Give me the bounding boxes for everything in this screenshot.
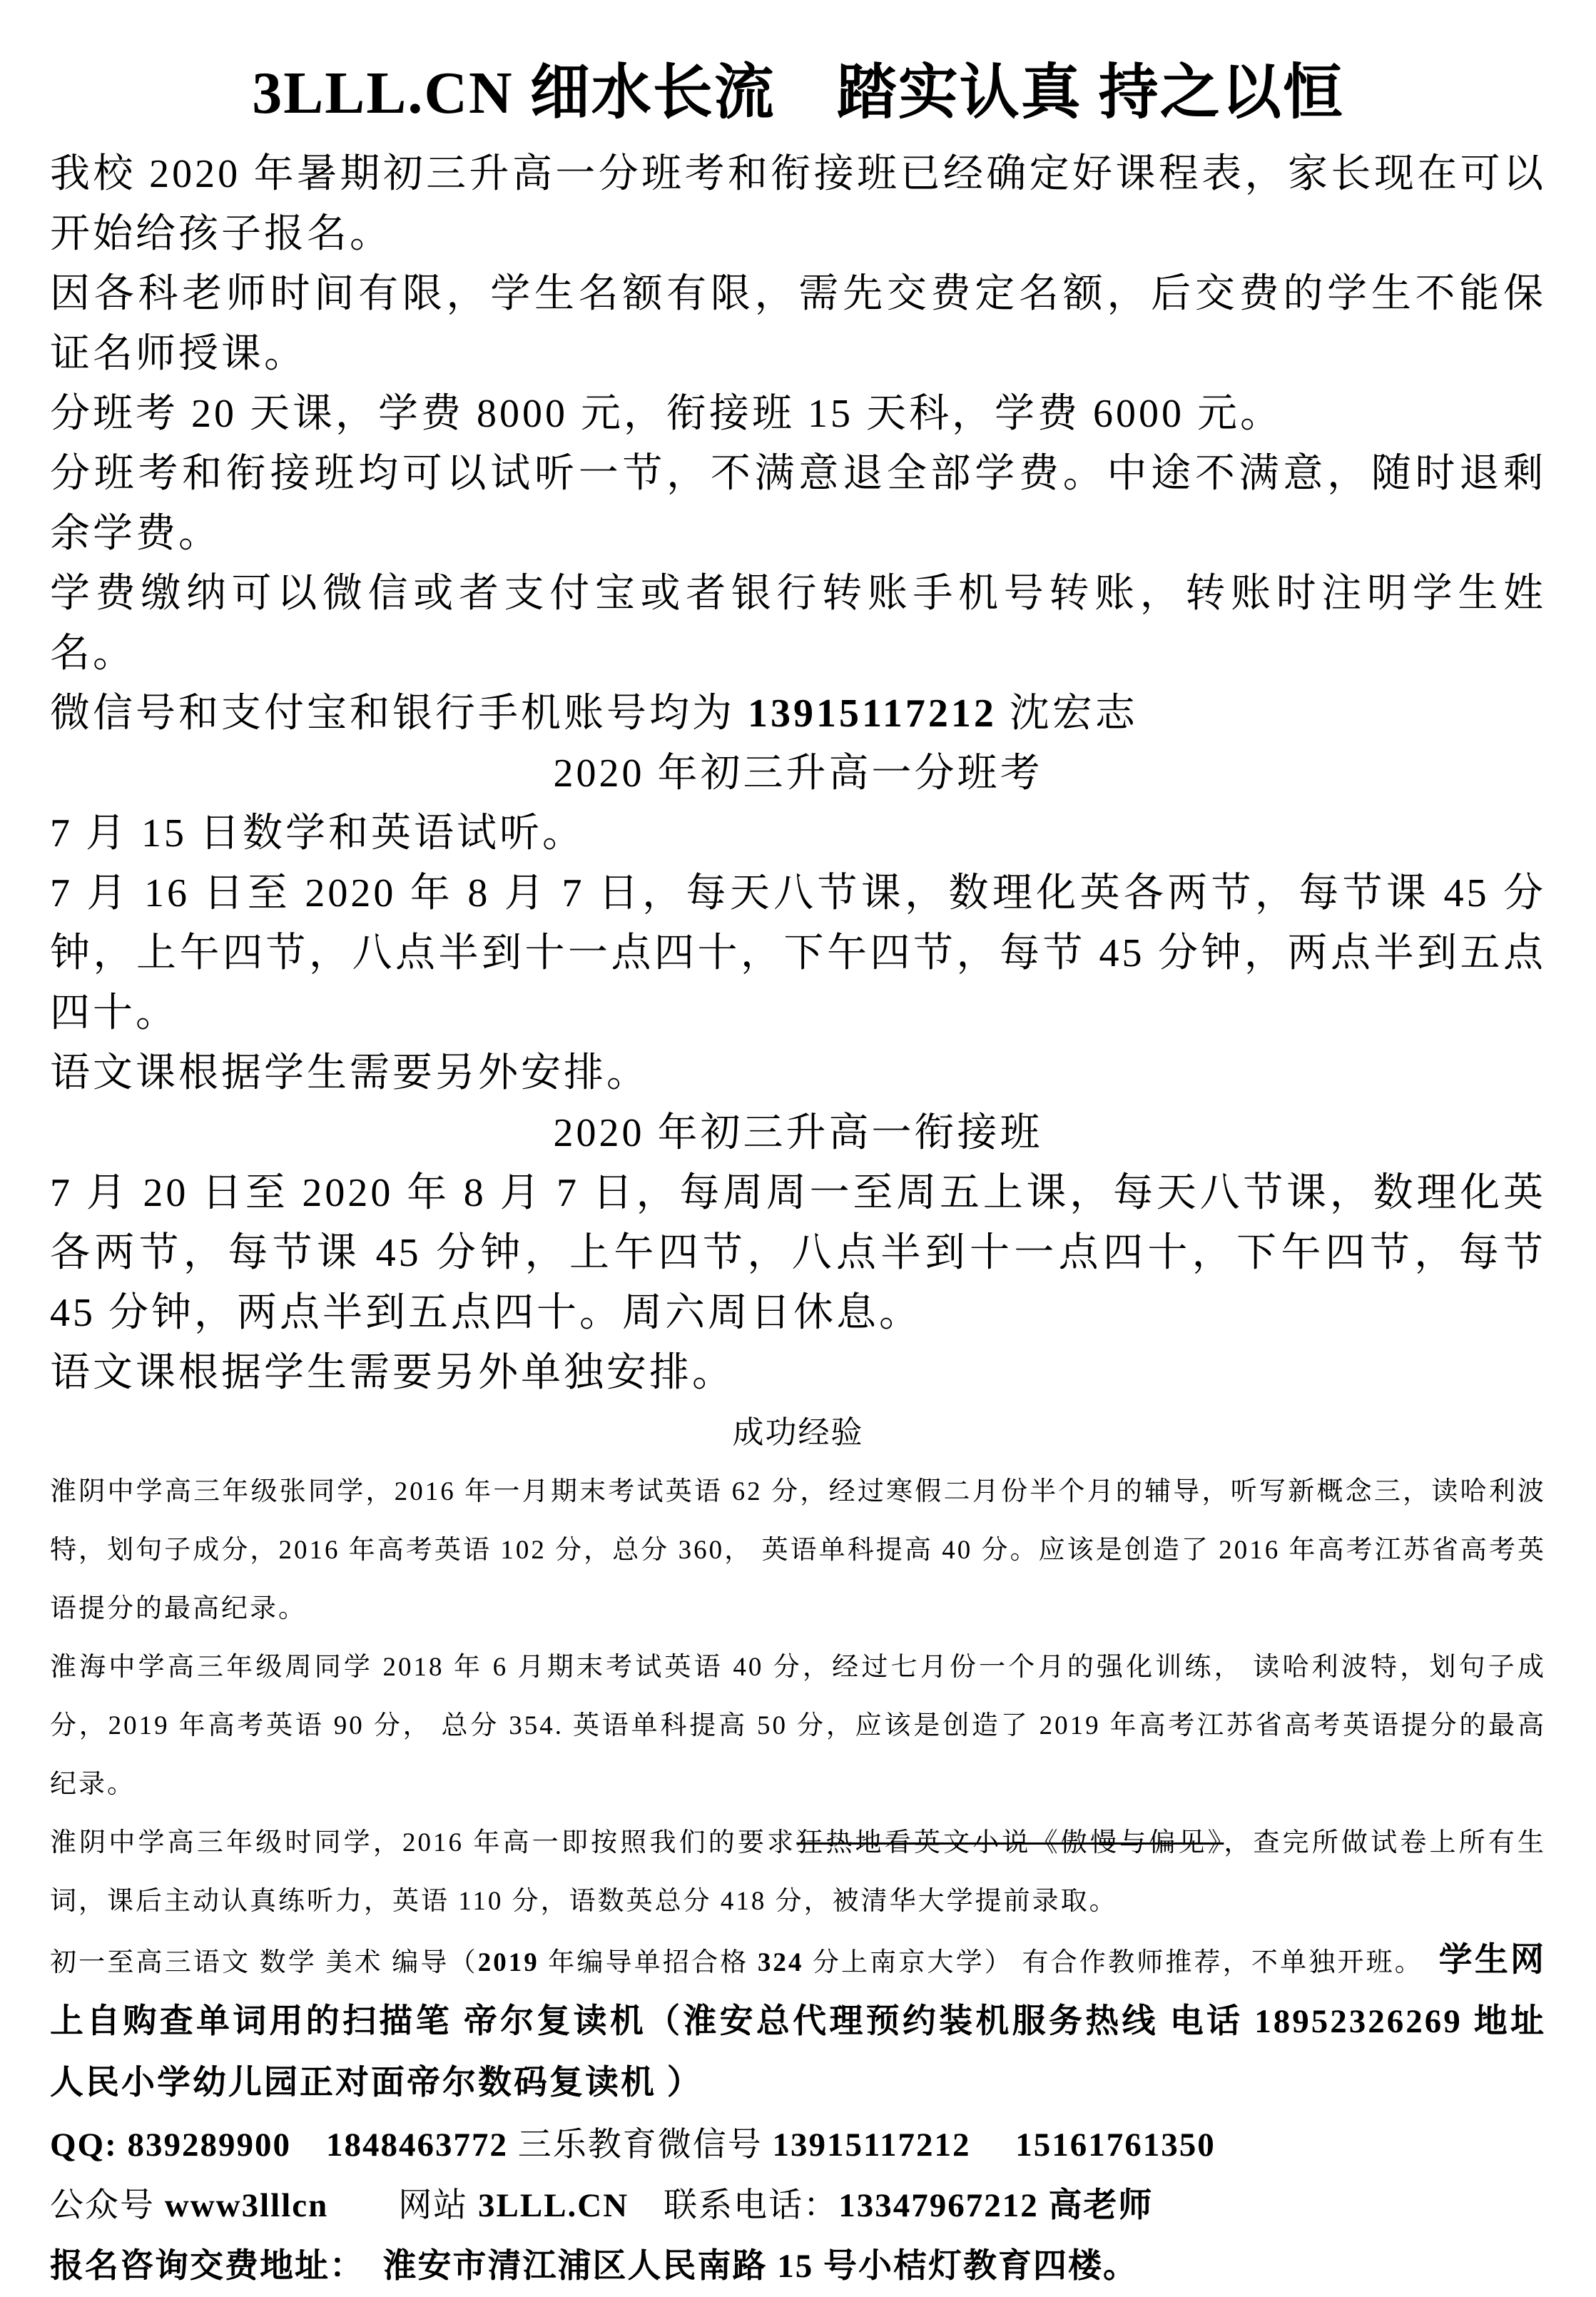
- placement-exam-chinese-note: 语文课根据学生需要另外安排。: [50, 1051, 649, 1095]
- text-segment: 13915117212: [748, 691, 997, 736]
- text-segment: 学生网上自购查单词用的扫描笔 帝尔复读机（淮安总代理预约装机服务热线 电话 18952326269 地址 人民小学幼儿园正对面帝尔数码复读机 ）: [50, 1942, 1547, 2101]
- bridge-class-heading: 2020 年初三升高一衔接班: [553, 1111, 1043, 1155]
- text-segment: 网站: [328, 2187, 478, 2224]
- page-title: 3LLL.CN 细水长流 踏实认真 持之以恒: [252, 60, 1344, 126]
- intro-paragraph-2: 因各科老师时间有限，学生名额有限，需先交费定名额，后交费的学生不能保证名师授课。: [50, 272, 1546, 376]
- intro-paragraph-5-payment: 学费缴纳可以微信或者支付宝或者银行转账手机号转账，转账时注明学生姓名。: [50, 572, 1546, 676]
- text-segment: 沈宏志: [996, 691, 1138, 736]
- text-segment: 三乐教育微信号: [517, 2126, 773, 2164]
- success-case-2: 淮海中学高三年级周同学 2018 年 6 月期末考试英语 40 分，经过七月份一个月的强化训练， 读哈利波特，划句子成分，2019 年高考英语 90 分， 总分 354. 英语单科提高 50 分，应该是创造了 2019 年高考江苏省高考英语提分的最高纪录。: [50, 1653, 1546, 1799]
- text-segment: 13347967212 高老师: [838, 2187, 1154, 2224]
- text-segment: 2019: [477, 1948, 539, 1977]
- text-segment: www3lllcn: [164, 2187, 329, 2224]
- text-segment: 公众号: [50, 2187, 165, 2224]
- text-segment: ，查完所做试卷上所有生词，课后主动认真练听力，英语 110 分，语数英总分 418 分，被清华大学提前录取。: [50, 1828, 1547, 1916]
- text-segment: QQ: 839289900 1848463772: [50, 2126, 518, 2164]
- placement-exam-trial: 7 月 15 日数学和英语试听。: [50, 811, 585, 856]
- bridge-class-chinese-note: 语文课根据学生需要另外单独安排。: [50, 1351, 735, 1395]
- text-segment: 初一至高三语文 数学 美术 编导（: [50, 1948, 478, 1977]
- text-segment: 狂热地看英文小说《傲慢与偏见》: [796, 1828, 1224, 1857]
- placement-exam-heading: 2020 年初三升高一分班考: [553, 751, 1043, 796]
- intro-paragraph-6-account: [50, 684, 1546, 744]
- courses-and-products: [50, 1931, 1546, 2115]
- text-segment: 3LLL.CN: [478, 2187, 629, 2224]
- intro-paragraph-1: 我校 2020 年暑期初三升高一分班考和衔接班已经确定好课程表，家长现在可以开始给孩子报名。: [50, 152, 1546, 256]
- success-case-3: [50, 1814, 1546, 1931]
- contact-address-line: [50, 2236, 1546, 2297]
- text-segment: 324: [757, 1948, 804, 1977]
- text-segment: 13915117212 15161761350: [772, 2126, 1216, 2164]
- success-heading: 成功经验: [732, 1415, 864, 1450]
- contact-qq-line: [50, 2115, 1546, 2176]
- success-case-1: 淮阴中学高三年级张同学，2016 年一月期末考试英语 62 分，经过寒假二月份半个月的辅导，听写新概念三，读哈利波特，划句子成分，2016 年高考英语 102 分，总分 360， 英语单科提高 40 分。应该是创造了 2016 年高考江苏省高考英语提分的最高纪录。: [50, 1477, 1546, 1623]
- text-segment: 联系电话：: [629, 2187, 839, 2224]
- text-segment: 年编导单招合格: [539, 1948, 758, 1977]
- text-segment: 报名咨询交费地址： 淮安市清江浦区人民南路 15 号小桔灯教育四楼。: [50, 2248, 1138, 2285]
- text-segment: 淮阴中学高三年级时同学，2016 年高一即按照我们的要求: [50, 1828, 797, 1857]
- text-segment: 微信号和支付宝和银行手机账号均为: [50, 691, 748, 736]
- intro-paragraph-4-refund: 分班考和衔接班均可以试听一节，不满意退全部学费。中途不满意，随时退剩余学费。: [50, 452, 1546, 556]
- intro-paragraph-3-tuition: 分班考 20 天课，学费 8000 元，衔接班 15 天科，学费 6000 元。: [50, 392, 1283, 436]
- contact-web-line: [50, 2176, 1546, 2236]
- text-segment: 分上南京大学） 有合作教师推荐，不单独开班。: [803, 1948, 1411, 1977]
- bridge-class-schedule: 7 月 20 日至 2020 年 8 月 7 日，每周周一至周五上课，每天八节课，数理化英各两节，每节课 45 分钟，上午四节，八点半到十一点四十，下午四节，每节 45 分钟，两点半到五点四十。周六周日休息。: [50, 1171, 1546, 1335]
- placement-exam-schedule: 7 月 16 日至 2020 年 8 月 7 日，每天八节课，数理化英各两节，每节课 45 分钟，上午四节，八点半到十一点四十，下午四节，每节 45 分钟，两点半到五点四十。: [50, 871, 1546, 1035]
- text-segment: [1410, 1948, 1438, 1977]
